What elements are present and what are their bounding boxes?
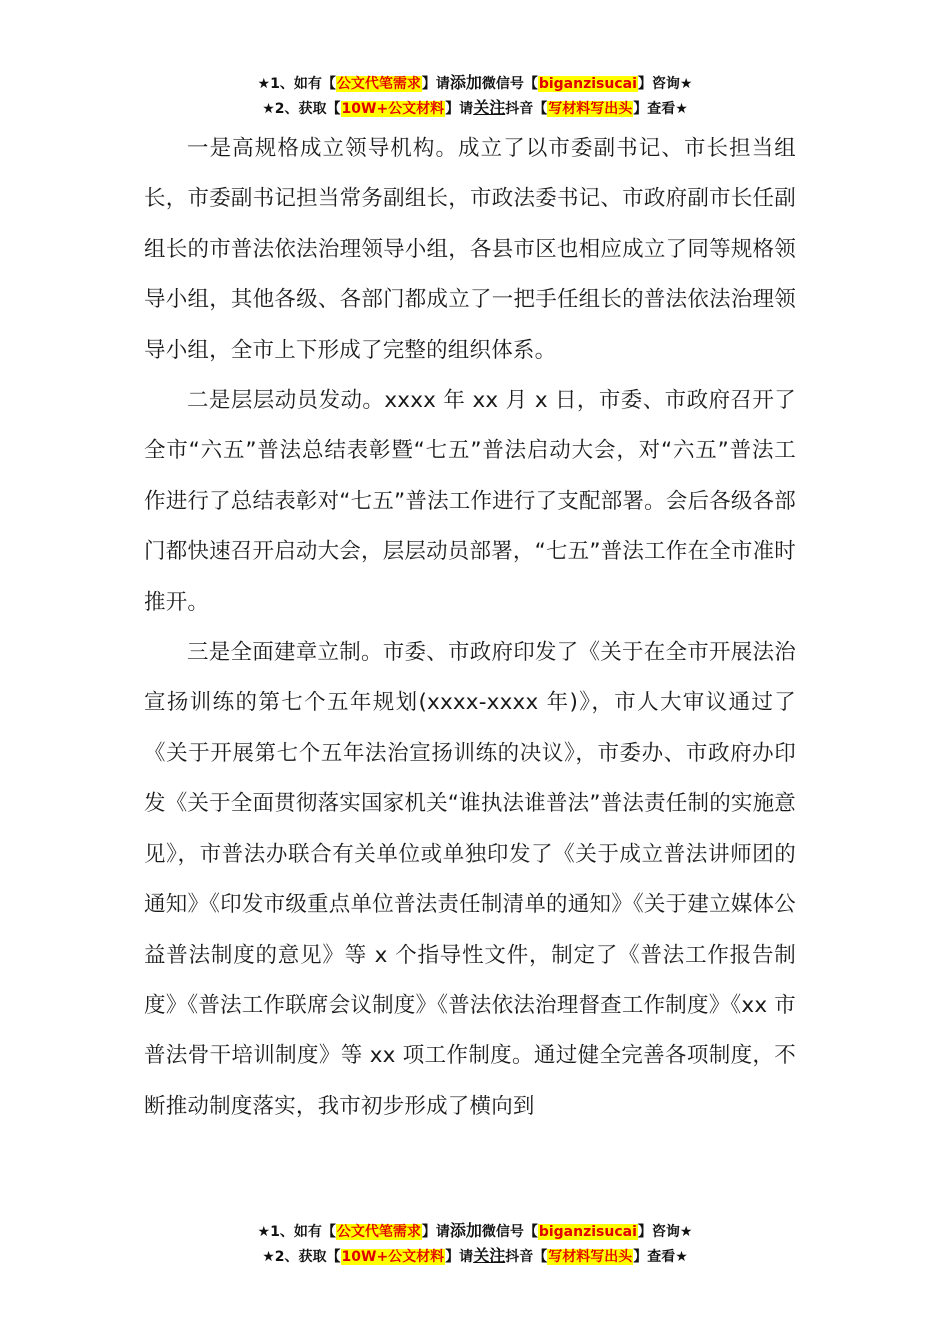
banner-line-2: ★2、获取【10W+公文材料】请关注抖音【写材料写出头】查看★ — [262, 1246, 688, 1265]
highlight-douyin: 写材料写出头 — [548, 101, 633, 117]
paragraph-1: 一是高规格成立领导机构。成立了以市委副书记、市长担当组长，市委副书记担当常务副组长，市政法委书记、市政府副市长任副组长的市普法依法治理领导小组，各县市区也相应成立了同等规格领导小组，其他各级、各部门都成立了一把手任组长的普法依法治理领导小组，全市上下形成了完整的组织体系。 — [144, 136, 796, 363]
footer-banner — [0, 1219, 950, 1269]
highlight-materials: 10W+公文材料 — [341, 1249, 445, 1265]
banner-line-1: ★1、如有【公文代笔需求】请添加微信号【biganzisucai】咨询★ — [257, 73, 693, 92]
star-icon: ★ — [257, 76, 271, 92]
highlight-service: 公文代笔需求 — [336, 1224, 421, 1240]
star-icon: ★ — [257, 1224, 271, 1240]
highlight-douyin: 写材料写出头 — [548, 1249, 633, 1265]
star-icon: ★ — [679, 1224, 693, 1240]
highlight-materials: 10W+公文材料 — [341, 101, 445, 117]
document-body — [144, 124, 796, 1132]
paragraph-3: 三是全面建章立制。市委、市政府印发了《关于在全市开展法治宣扬训练的第七个五年规划(xxxx-xxxx 年)》，市人大审议通过了《关于开展第七个五年法治宣扬训练的决议》，市委办、市政府办印发《关于全面贯彻落实国家机关“谁执法谁普法”普法责任制的实施意见》，市普法办联合有关单位或单独印发了《关于成立普法讲师团的通知》《印发市级重点单位普法责任制清单的通知》《关于建立媒体公益普法制度的意见》等 x 个指导性文件，制定了《普法工作报告制度》《普法工作联席会议制度》《普法依法治理督查工作制度》《xx 市普法骨干培训制度》等 xx 项工作制度。通过健全完善各项制度，不断推动制度落实，我市初步形成了横向到 — [144, 640, 796, 1119]
header-banner — [0, 71, 950, 121]
highlight-wechat-id: biganzisucai — [538, 76, 637, 92]
banner-line-2: ★2、获取【10W+公文材料】请关注抖音【写材料写出头】查看★ — [262, 98, 688, 117]
star-icon: ★ — [675, 1249, 688, 1265]
banner-line-1: ★1、如有【公文代笔需求】请添加微信号【biganzisucai】咨询★ — [257, 1221, 693, 1240]
highlight-wechat-id: biganzisucai — [538, 1224, 637, 1240]
star-icon: ★ — [262, 1249, 275, 1265]
star-icon: ★ — [262, 101, 275, 117]
highlight-service: 公文代笔需求 — [336, 76, 421, 92]
star-icon: ★ — [679, 76, 693, 92]
paragraph-2: 二是层层动员发动。xxxx 年 xx 月 x 日，市委、市政府召开了全市“六五”普法总结表彰暨“七五”普法启动大会，对“六五”普法工作进行了总结表彰对“七五”普法工作进行了支配部署。会后各级各部门都快速召开启动大会，层层动员部署，“七五”普法工作在全市准时推开。 — [144, 388, 796, 615]
star-icon: ★ — [675, 101, 688, 117]
